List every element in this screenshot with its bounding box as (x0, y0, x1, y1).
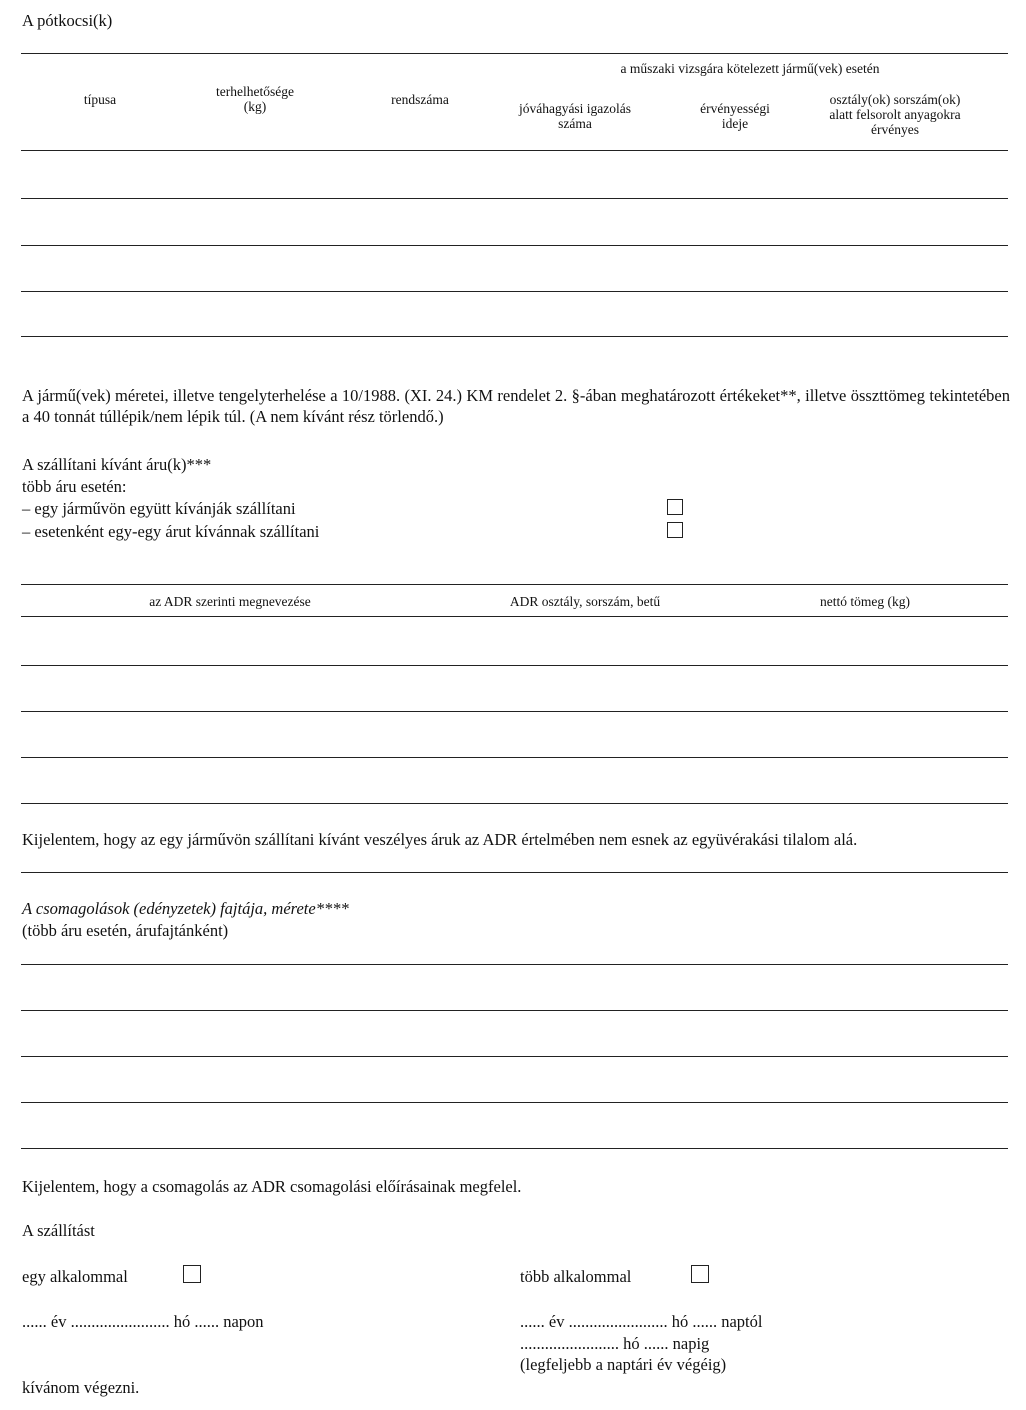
closing-text: kívánom végezni. (22, 1378, 140, 1397)
trailer-row-line (21, 245, 1008, 246)
multiple-checkbox[interactable] (691, 1265, 709, 1283)
packaging-row-line (21, 1102, 1008, 1103)
col-header-tipus: típusa (83, 92, 117, 107)
goods-subtitle: több áru esetén: (22, 477, 127, 496)
multi-from-date-field[interactable]: ...... év ........................ hó ...... naptól (520, 1312, 763, 1331)
declaration-packaging: Kijelentem, hogy a csomagolás az ADR csomagolási előírásainak megfelel. (22, 1177, 522, 1196)
packaging-row-line (21, 1148, 1008, 1149)
trailer-header-rule (21, 150, 1008, 151)
once-checkbox[interactable] (183, 1265, 201, 1283)
multi-date-note: (legfeljebb a naptári év végéig) (520, 1355, 727, 1374)
goods-option-together: – egy járművön együtt kívánják szállítani (22, 499, 296, 518)
once-label: egy alkalommal (22, 1267, 128, 1286)
multi-to-date-field[interactable]: ........................ hó ...... napig (520, 1334, 710, 1353)
trailer-row-line (21, 291, 1008, 292)
dimensions-paragraph: A jármű(vek) méretei, illetve tengelyterhelése a 10/1988. (XI. 24.) KM rendelet 2. §-ában meghatározott értékeket**, illetve összttömeg tekintetében a 40 tonnát túllépik/nem lépik túl. (A nem kívánt rész törlendő.) (22, 386, 1010, 426)
declaration-rule (21, 872, 1008, 873)
adr-col-header-class: ADR osztály, sorszám, betű (509, 594, 661, 609)
adr-row-line (21, 803, 1008, 804)
declaration-coloading: Kijelentem, hogy az egy járművön szállítani kívánt veszélyes áruk az ADR értelmében nem esnek az együvérakási tilalom alá. (22, 830, 858, 849)
together-checkbox[interactable] (667, 499, 683, 515)
packaging-row-line (21, 1010, 1008, 1011)
adr-col-header-name: az ADR szerinti megnevezése (149, 594, 311, 609)
adr-row-line (21, 711, 1008, 712)
adr-table-top-rule (21, 584, 1008, 585)
col-header-rendszam: rendszáma (391, 92, 449, 107)
col-header-osztaly: osztály(ok) sorszám(ok) alatt felsorolt anyagokra érvényes (829, 92, 961, 137)
separately-checkbox[interactable] (667, 522, 683, 538)
trailer-table-top-rule (21, 53, 1008, 54)
multiple-label: több alkalommal (520, 1267, 632, 1286)
once-date-field[interactable]: ...... év ........................ hó ...... napon (22, 1312, 264, 1331)
trailer-row-line (21, 336, 1008, 337)
adr-row-line (21, 665, 1008, 666)
trailer-row-line (21, 198, 1008, 199)
trailer-section-title: A pótkocsi(k) (22, 11, 113, 30)
goods-option-separately: – esetenként egy-egy árut kívánnak szállítani (22, 522, 320, 541)
adr-header-rule (21, 616, 1008, 617)
col-header-ervenyessegi: érvényességi ideje (700, 101, 770, 131)
adr-row-line (21, 757, 1008, 758)
col-header-terhelhetoseg: terhelhetősége (kg) (216, 84, 294, 114)
packaging-title: A csomagolások (edényzetek) fajtája, mérete**** (22, 899, 349, 918)
goods-title: A szállítani kívánt áru(k)*** (22, 455, 212, 474)
packaging-row-line (21, 964, 1008, 965)
packaging-subtitle: (több áru esetén, árufajtánként) (22, 921, 229, 940)
col-header-jovahagyasi: jóváhagyási igazolás száma (518, 101, 632, 131)
packaging-row-line (21, 1056, 1008, 1057)
transport-title: A szállítást (22, 1221, 95, 1240)
adr-col-header-mass: nettó tömeg (kg) (820, 594, 910, 609)
trailer-group-header: a műszaki vizsgára kötelezett jármű(vek) esetén (620, 61, 880, 76)
